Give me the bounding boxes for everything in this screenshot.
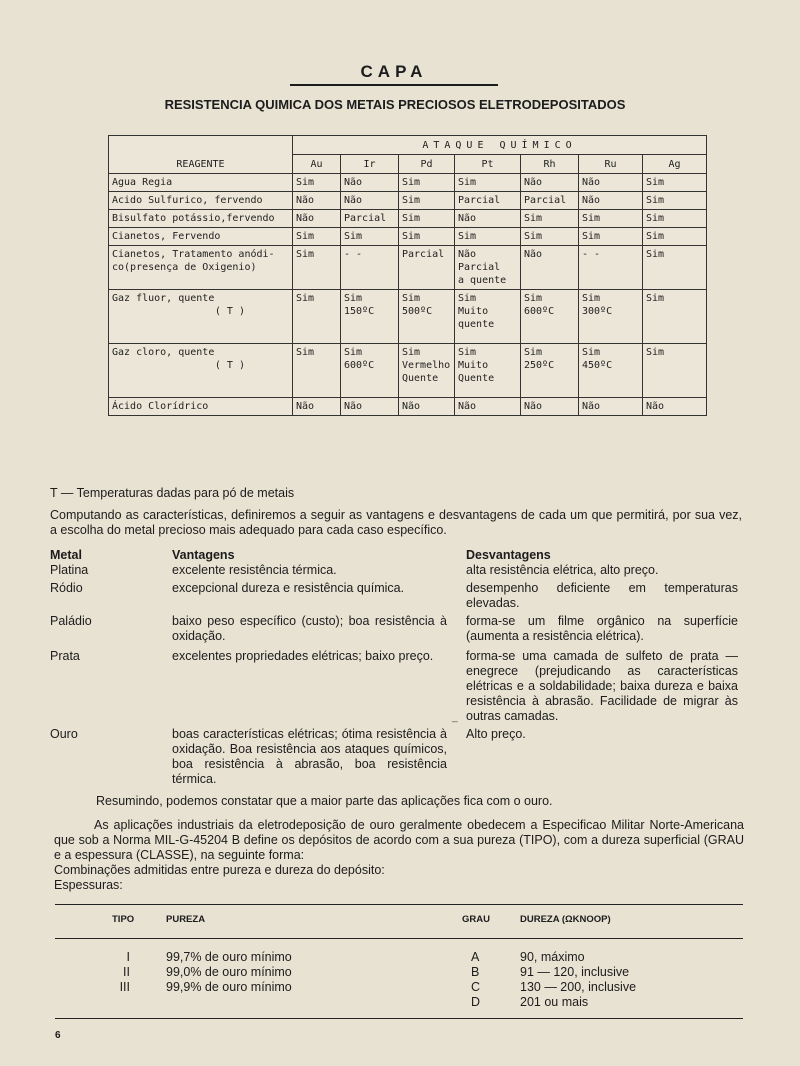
result-line: Sim xyxy=(524,347,543,358)
spec-grau: A xyxy=(471,950,480,964)
computando-paragraph: Computando as características, definiremos a seguir as vantagens e desvantagens de cada um que permitirá, por sua vez, a escolha do metal precioso mais adequado para cada caso específico. xyxy=(50,508,742,537)
spec-header-dureza: DUREZA (ΩKNOOP) xyxy=(520,914,611,925)
result-cell xyxy=(341,344,399,398)
spec-pureza: 99,0% de ouro mínimo xyxy=(166,965,292,979)
page-title: CAPA xyxy=(290,62,498,86)
result-line: 250ºC xyxy=(524,360,555,371)
result-cell xyxy=(341,228,399,246)
result-line: - - xyxy=(582,249,601,260)
result-cell xyxy=(341,246,399,290)
result-cell xyxy=(399,210,455,228)
result-line: Muito xyxy=(458,360,489,371)
result-cell xyxy=(455,398,521,416)
result-cell xyxy=(341,290,399,344)
result-line: - - xyxy=(344,249,363,260)
spec-grau: C xyxy=(471,980,481,994)
result-cell xyxy=(341,192,399,210)
result-cell xyxy=(455,344,521,398)
result-line: quente xyxy=(458,319,495,330)
result-line: Sim xyxy=(296,293,315,304)
result-cell xyxy=(521,290,579,344)
result-cell xyxy=(521,210,579,228)
result-line: Sim xyxy=(344,231,363,242)
result-cell xyxy=(643,290,707,344)
result-line: Sim xyxy=(344,293,363,304)
result-cell xyxy=(293,210,341,228)
reagent-cell xyxy=(109,228,293,246)
result-cell xyxy=(399,344,455,398)
result-cell xyxy=(399,398,455,416)
desvantagens-column-header: Desvantagens xyxy=(466,548,551,562)
comparison-metal: Platina xyxy=(50,563,89,577)
result-line: Muito xyxy=(458,306,489,317)
result-line: Sim xyxy=(458,347,477,358)
comparison-desvantagens: alta resistência elétrica, alto preço. xyxy=(466,563,659,577)
result-cell xyxy=(341,398,399,416)
metal-header: Ru xyxy=(579,155,643,174)
chemical-resistance-table xyxy=(108,135,707,416)
combinacoes-text: Combinações admitidas entre pureza e dureza do depósito: xyxy=(54,863,385,877)
comparison-desvantagens: desempenho deficiente em temperaturas elevadas. xyxy=(466,581,738,610)
result-line: Sim xyxy=(402,195,421,206)
result-line: 150ºC xyxy=(344,306,375,317)
table-row xyxy=(109,192,707,210)
reagent-line: Ácido Clorídrico xyxy=(112,401,209,412)
table-row xyxy=(109,210,707,228)
reagent-line: Cianetos, Tratamento anódi- xyxy=(112,249,275,260)
spec-header-rule xyxy=(55,938,743,939)
reagent-line: Gaz cloro, quente xyxy=(112,347,215,358)
result-cell xyxy=(579,344,643,398)
result-line: Sim xyxy=(344,347,363,358)
result-line: Sim xyxy=(402,213,421,224)
result-cell xyxy=(455,174,521,192)
comparison-desvantagens: forma-se uma camada de sulfeto de prata — enegrece (prejudicando as características elétricas e a soldabilidade; baixa dureza e baixa resistência à abrasão. Facilidade de migrar às outras camadas. xyxy=(466,649,738,723)
result-cell xyxy=(579,398,643,416)
result-line: Não xyxy=(344,401,363,412)
result-cell xyxy=(293,192,341,210)
result-line: Não xyxy=(344,177,363,188)
comparison-metal: Ródio xyxy=(50,581,83,595)
result-line: Não xyxy=(524,401,543,412)
spec-pureza: 99,9% de ouro mínimo xyxy=(166,980,292,994)
spec-dureza: 91 — 120, inclusive xyxy=(520,965,630,979)
result-cell xyxy=(643,344,707,398)
result-cell xyxy=(399,290,455,344)
result-line: Sim xyxy=(646,347,665,358)
result-cell xyxy=(455,290,521,344)
result-cell xyxy=(579,228,643,246)
vantagens-column-header: Vantagens xyxy=(172,548,235,562)
print-speck: _ xyxy=(452,712,458,723)
result-cell xyxy=(399,192,455,210)
result-line: 500ºC xyxy=(402,306,433,317)
spec-header-tipo: TIPO xyxy=(112,914,135,925)
result-line: 600ºC xyxy=(344,360,375,371)
result-line: a quente xyxy=(458,275,507,286)
result-line: Sim xyxy=(524,213,543,224)
spec-grau: D xyxy=(471,995,481,1009)
spec-tipo: III xyxy=(119,980,130,994)
comparison-vantagens: excelentes propriedades elétricas; baixo preço. xyxy=(172,649,434,663)
reagent-cell xyxy=(109,398,293,416)
comparison-vantagens: excelente resistência térmica. xyxy=(172,563,337,577)
spec-dureza: 201 ou mais xyxy=(520,995,589,1009)
table-row xyxy=(109,290,707,344)
metal-header: Pt xyxy=(455,155,521,174)
result-cell xyxy=(399,228,455,246)
result-line: Parcial xyxy=(524,195,567,206)
result-cell xyxy=(293,228,341,246)
result-line: Parcial xyxy=(458,262,501,273)
spec-header-grau: GRAU xyxy=(462,914,490,925)
result-line: Não xyxy=(524,177,543,188)
comparison-metal: Ouro xyxy=(50,727,78,741)
result-cell xyxy=(455,246,521,290)
reagent-cell xyxy=(109,246,293,290)
result-line: Sim xyxy=(296,231,315,242)
temperature-flag: ( T ) xyxy=(214,306,245,317)
espessuras-text: Espessuras: xyxy=(54,878,123,892)
result-cell xyxy=(643,246,707,290)
result-cell xyxy=(521,192,579,210)
result-line: Sim xyxy=(402,177,421,188)
metal-header: Pd xyxy=(399,155,455,174)
spec-tipo: I xyxy=(126,950,130,964)
page-number: 6 xyxy=(55,1030,61,1041)
temperature-flag: ( T ) xyxy=(214,360,245,371)
page-subtitle: RESISTENCIA QUIMICA DOS METAIS PRECIOSOS ELETRODEPOSITADOS xyxy=(164,97,626,112)
result-line: Não xyxy=(582,195,601,206)
applications-paragraph xyxy=(54,818,744,893)
table-row xyxy=(109,228,707,246)
result-cell xyxy=(293,344,341,398)
spec-dureza: 130 — 200, inclusive xyxy=(520,980,637,994)
comparison-desvantagens: forma-se um filme orgânico na superfície (aumenta a resistência elétrica). xyxy=(466,614,738,643)
result-line: Sim xyxy=(296,177,315,188)
result-cell xyxy=(341,174,399,192)
result-line: 450ºC xyxy=(582,360,613,371)
spec-grau: B xyxy=(471,965,480,979)
applications-text: As aplicações industriais da eletrodeposição de ouro geralmente obedecem a Especificao Militar Norte-Americana que sob a Norma MIL-G-45204 B define os depósitos de acordo com a sua pureza (TIPO), com a dureza superficial (GRAU e a espessura (CLASSE), na seguinte forma: xyxy=(54,818,744,862)
result-cell xyxy=(293,174,341,192)
reagent-line: Cianetos, Fervendo xyxy=(112,231,221,242)
spec-bottom-rule xyxy=(55,1018,743,1019)
result-cell xyxy=(521,398,579,416)
result-cell xyxy=(455,210,521,228)
result-cell xyxy=(579,174,643,192)
comparison-vantagens: baixo peso específico (custo); boa resistência à oxidação. xyxy=(172,614,447,643)
result-cell xyxy=(293,398,341,416)
result-cell xyxy=(643,210,707,228)
result-line: Não xyxy=(296,195,315,206)
spec-top-rule xyxy=(55,904,743,905)
reagent-line: Acido Sulfurico, fervendo xyxy=(112,195,263,206)
result-cell xyxy=(643,192,707,210)
table-row xyxy=(109,344,707,398)
result-line: Sim xyxy=(646,177,665,188)
reagent-line: Bisulfato potássio,fervendo xyxy=(112,213,275,224)
result-line: Sim xyxy=(582,213,601,224)
result-line: Vermelho xyxy=(402,360,451,371)
result-line: Parcial xyxy=(344,213,387,224)
result-line: Parcial xyxy=(402,249,445,260)
spec-pureza: 99,7% de ouro mínimo xyxy=(166,950,292,964)
result-line: Sim xyxy=(646,249,665,260)
result-cell xyxy=(399,174,455,192)
result-line: Sim xyxy=(646,231,665,242)
result-cell xyxy=(521,246,579,290)
result-line: Sim xyxy=(524,293,543,304)
result-cell xyxy=(455,228,521,246)
reagent-cell xyxy=(109,344,293,398)
result-line: Sim xyxy=(458,177,477,188)
result-line: Não xyxy=(402,401,421,412)
result-line: Não xyxy=(458,249,477,260)
result-line: Não xyxy=(458,401,477,412)
spec-header-pureza: PUREZA xyxy=(166,914,206,925)
result-line: Quente xyxy=(402,373,439,384)
result-cell xyxy=(293,290,341,344)
ataque-quimico-header: ATAQUE QUÍMICO xyxy=(293,136,707,155)
temperature-footnote: T — Temperaturas dadas para pó de metais xyxy=(50,486,295,500)
result-line: Parcial xyxy=(458,195,501,206)
result-cell xyxy=(521,228,579,246)
reagent-cell xyxy=(109,174,293,192)
result-line: Sim xyxy=(458,293,477,304)
result-line: Sim xyxy=(296,347,315,358)
result-cell xyxy=(399,246,455,290)
result-line: Sim xyxy=(646,195,665,206)
comparison-desvantagens: Alto preço. xyxy=(466,727,526,741)
result-line: Não xyxy=(582,401,601,412)
result-cell xyxy=(455,192,521,210)
result-cell xyxy=(643,174,707,192)
comparison-metal: Prata xyxy=(50,649,80,663)
result-line: Não xyxy=(296,213,315,224)
metal-header: Rh xyxy=(521,155,579,174)
comparison-vantagens: excepcional dureza e resistência química. xyxy=(172,581,405,595)
result-line: Sim xyxy=(296,249,315,260)
result-cell xyxy=(341,210,399,228)
table-row xyxy=(109,246,707,290)
result-cell xyxy=(521,344,579,398)
result-line: Quente xyxy=(458,373,495,384)
result-line: Não xyxy=(646,401,665,412)
metal-header: Ir xyxy=(341,155,399,174)
result-cell xyxy=(579,246,643,290)
result-line: Sim xyxy=(402,293,421,304)
result-line: Sim xyxy=(402,231,421,242)
reagent-line: Gaz fluor, quente xyxy=(112,293,215,304)
result-line: Não xyxy=(458,213,477,224)
reagent-line: co(presença de Oxigenio) xyxy=(112,262,257,273)
comparison-vantagens: boas características elétricas; ótima resistência à oxidação. Boa resistência aos ataques químicos, boa resistência à abrasão, boa resistência térmica. xyxy=(172,727,447,786)
result-line: Não xyxy=(582,177,601,188)
reagent-cell xyxy=(109,290,293,344)
result-line: Sim xyxy=(402,347,421,358)
table-row xyxy=(109,174,707,192)
result-cell xyxy=(643,228,707,246)
table-row xyxy=(109,398,707,416)
result-cell xyxy=(579,210,643,228)
metal-column-header: Metal xyxy=(50,548,82,562)
result-line: Sim xyxy=(646,293,665,304)
result-cell xyxy=(579,192,643,210)
result-cell xyxy=(643,398,707,416)
spec-tipo: II xyxy=(123,965,130,979)
reagent-cell xyxy=(109,192,293,210)
result-line: Sim xyxy=(582,231,601,242)
result-line: Sim xyxy=(458,231,477,242)
metal-header: Au xyxy=(293,155,341,174)
result-line: Não xyxy=(524,249,543,260)
result-line: Sim xyxy=(646,213,665,224)
reagent-line: Agua Regia xyxy=(112,177,173,188)
comparison-metal: Paládio xyxy=(50,614,92,628)
result-line: Sim xyxy=(524,231,543,242)
reagent-header: REAGENTE xyxy=(109,136,293,174)
spec-dureza: 90, máximo xyxy=(520,950,585,964)
result-line: Sim xyxy=(582,347,601,358)
reagent-cell xyxy=(109,210,293,228)
result-cell xyxy=(293,246,341,290)
result-line: 300ºC xyxy=(582,306,613,317)
result-line: 600ºC xyxy=(524,306,555,317)
result-cell xyxy=(521,174,579,192)
metal-header: Ag xyxy=(643,155,707,174)
result-line: Não xyxy=(296,401,315,412)
result-line: Sim xyxy=(582,293,601,304)
resumindo-paragraph: Resumindo, podemos constatar que a maior parte das aplicações fica com o ouro. xyxy=(96,794,553,808)
result-line: Não xyxy=(344,195,363,206)
chemical-table-body xyxy=(109,174,707,416)
result-cell xyxy=(579,290,643,344)
